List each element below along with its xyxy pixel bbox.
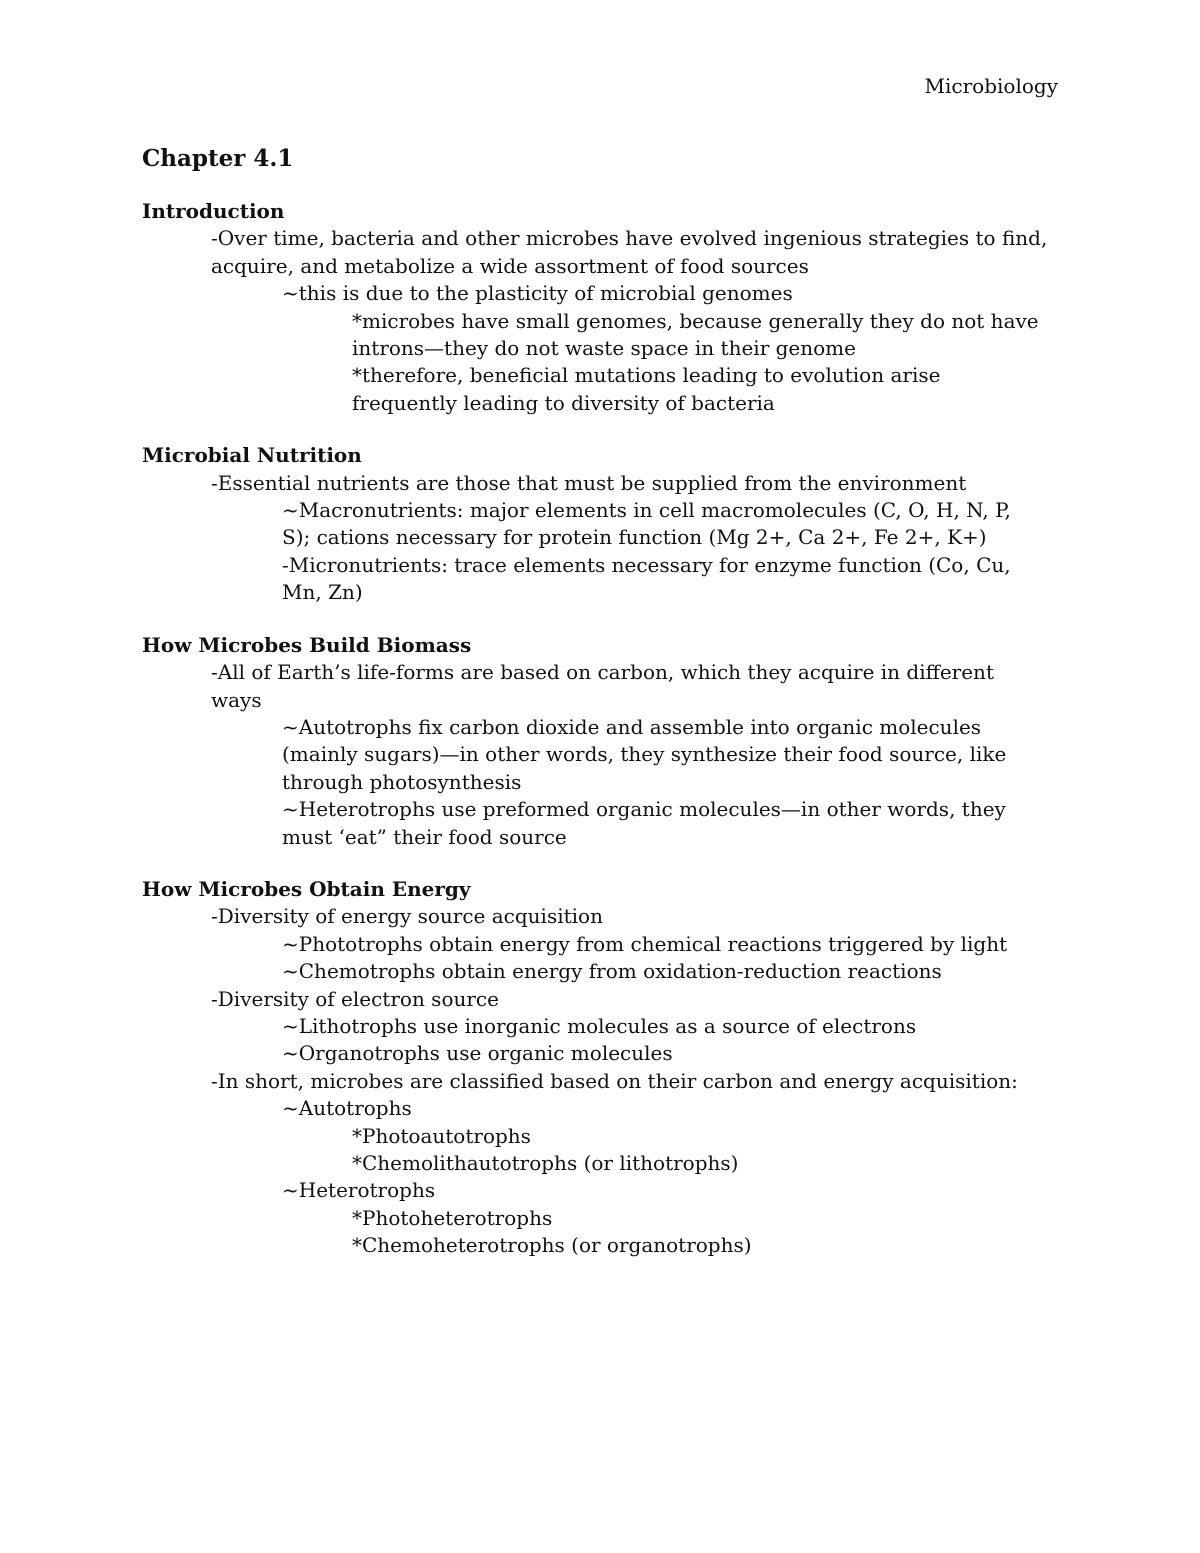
text-line: -Over time, bacteria and other microbes have evolved ingenious strategies to find, xyxy=(211,226,1048,251)
text-line: ~Heterotrophs xyxy=(282,1178,436,1203)
text-line: *therefore, beneficial mutations leading to evolution arise xyxy=(352,363,941,388)
text-line: ~Macronutrients: major elements in cell macromolecules (C, O, H, N, P, xyxy=(282,498,1011,523)
section-obtain-energy xyxy=(142,876,1072,1260)
section-heading: Microbial Nutrition xyxy=(142,443,362,468)
text-line: *Chemolithautotrophs (or lithotrophs) xyxy=(352,1151,739,1175)
section-heading: Introduction xyxy=(142,199,285,223)
text-line: -All of Earth’s life-forms are based on carbon, which they acquire in different xyxy=(211,660,994,685)
section-heading: How Microbes Build Biomass xyxy=(142,632,472,657)
text-line: must ‘eat” their food source xyxy=(282,824,567,849)
text-line: Mn, Zn) xyxy=(282,580,363,605)
text-line: *Photoautotrophs xyxy=(352,1123,531,1148)
text-line: ~Autotrophs fix carbon dioxide and assemble into organic molecules xyxy=(282,714,982,739)
section-build-biomass xyxy=(142,632,1072,851)
text-line: *Photoheterotrophs xyxy=(352,1205,553,1230)
section-introduction xyxy=(142,198,1072,417)
text-line: ~Lithotrophs use inorganic molecules as a source of electrons xyxy=(282,1013,917,1038)
text-line: introns—they do not waste space in their genome xyxy=(352,336,856,361)
text-line: ~Autotrophs xyxy=(282,1096,412,1121)
page-header: Microbiology xyxy=(924,74,1058,98)
text-line: (mainly sugars)—in other words, they synthesize their food source, like xyxy=(282,742,1007,767)
text-line: ~this is due to the plasticity of microbial genomes xyxy=(282,281,793,306)
text-line: through photosynthesis xyxy=(282,769,522,794)
document-body xyxy=(142,143,1072,1285)
text-line: -Diversity of energy source acquisition xyxy=(211,904,603,929)
text-line: acquire, and metabolize a wide assortment of food sources xyxy=(211,253,809,278)
text-line: *microbes have small genomes, because generally they do not have xyxy=(352,308,1039,333)
section-heading: How Microbes Obtain Energy xyxy=(142,876,471,901)
text-line: -Essential nutrients are those that must be supplied from the environment xyxy=(211,470,967,495)
text-line: ways xyxy=(211,687,262,712)
text-line: -In short, microbes are classified based on their carbon and energy acquisition: xyxy=(211,1068,1018,1093)
text-line: frequently leading to diversity of bacteria xyxy=(352,390,775,415)
text-line: -Diversity of electron source xyxy=(211,986,499,1011)
text-line: ~Heterotrophs use preformed organic molecules—in other words, they xyxy=(282,797,1006,822)
text-line: ~Phototrophs obtain energy from chemical reactions triggered by light xyxy=(282,931,1008,956)
text-line: *Chemoheterotrophs (or organotrophs) xyxy=(352,1233,752,1258)
text-line: ~Organotrophs use organic molecules xyxy=(282,1041,673,1066)
text-line: ~Chemotrophs obtain energy from oxidation-reduction reactions xyxy=(282,959,942,984)
chapter-title: Chapter 4.1 xyxy=(142,145,294,172)
text-line: -Micronutrients: trace elements necessary for enzyme function (Co, Cu, xyxy=(282,552,1011,577)
text-line: S); cations necessary for protein function (Mg 2+, Ca 2+, Fe 2+, K+) xyxy=(282,525,987,550)
section-microbial-nutrition xyxy=(142,442,1072,606)
